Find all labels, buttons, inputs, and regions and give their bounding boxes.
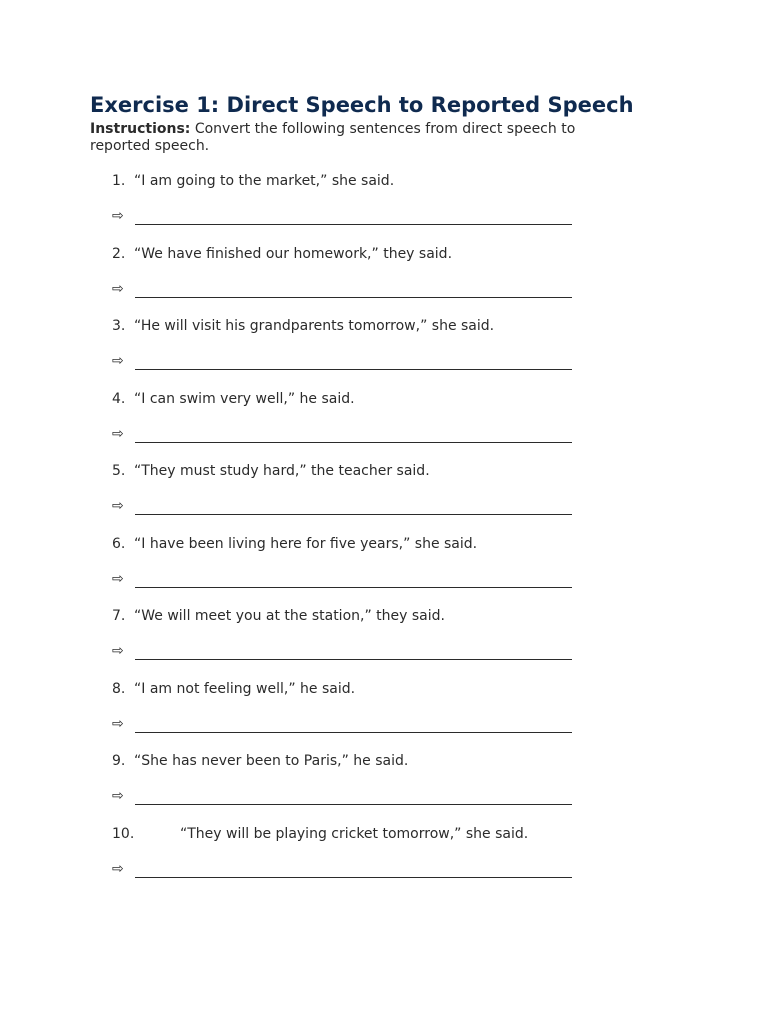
item-number: 6.: [112, 535, 126, 552]
exercise-item: [90, 753, 680, 826]
item-number: 3.: [112, 318, 126, 334]
exercise-item: [90, 536, 680, 609]
exercise-item: [90, 463, 680, 536]
answer-line[interactable]: [135, 587, 572, 588]
item-text: “We will meet you at the station,” they said.: [134, 608, 445, 624]
item-number: 9.: [112, 753, 126, 769]
item-text: “I have been living here for five years,” she said.: [134, 535, 478, 552]
arrow-icon: ⇨: [112, 353, 124, 369]
item-number: 7.: [112, 608, 126, 624]
exercise-question: [112, 826, 528, 843]
answer-row: [112, 643, 573, 663]
exercise-question: [112, 246, 452, 263]
exercise-item: [90, 608, 680, 681]
item-text: “They will be playing cricket tomorrow,” she said.: [180, 825, 529, 842]
answer-row: [112, 353, 573, 373]
item-text: “I am not feeling well,” he said.: [134, 680, 356, 697]
item-text: “He will visit his grandparents tomorrow,” she said.: [134, 318, 495, 334]
exercise-item: [90, 173, 680, 246]
answer-line[interactable]: [135, 877, 572, 878]
item-number: 10.: [112, 825, 135, 842]
arrow-icon: ⇨: [112, 860, 124, 877]
item-text: “I am going to the market,” she said.: [134, 173, 395, 189]
answer-row: [112, 208, 573, 228]
answer-line[interactable]: [135, 514, 572, 515]
answer-row: [112, 788, 573, 808]
exercise-question: [112, 391, 355, 408]
exercise-item: [90, 246, 680, 319]
answer-line[interactable]: [135, 442, 572, 443]
arrow-icon: ⇨: [112, 498, 124, 514]
item-number: 1.: [112, 173, 126, 189]
answer-line[interactable]: [135, 369, 572, 370]
exercise-question: [112, 536, 477, 553]
worksheet: [90, 91, 680, 898]
answer-row: [112, 571, 573, 591]
exercise-list: [90, 173, 680, 898]
answer-row: [112, 281, 573, 301]
exercise-item: [90, 826, 680, 899]
exercise-question: [112, 753, 408, 770]
arrow-icon: ⇨: [112, 208, 124, 224]
arrow-icon: ⇨: [112, 643, 124, 659]
item-text: “They must study hard,” the teacher said.: [134, 463, 430, 479]
item-number: 2.: [112, 245, 126, 262]
instructions: [90, 121, 635, 155]
exercise-question: [112, 318, 494, 335]
exercise-question: [112, 681, 355, 698]
instructions-text: Convert the following sentences from direct speech to reported speech.: [90, 121, 576, 154]
exercise-question: [112, 463, 430, 480]
exercise-question: [112, 608, 445, 625]
answer-line[interactable]: [135, 297, 572, 298]
answer-row: [112, 716, 573, 736]
answer-row: [112, 861, 573, 881]
arrow-icon: ⇨: [112, 280, 124, 297]
answer-line[interactable]: [135, 804, 572, 805]
exercise-item: [90, 681, 680, 754]
item-number: 5.: [112, 463, 126, 479]
item-text: “I can swim very well,” he said.: [134, 390, 355, 407]
page-title: Exercise 1: Direct Speech to Reported Speech: [90, 93, 634, 117]
arrow-icon: ⇨: [112, 788, 124, 804]
arrow-icon: ⇨: [112, 570, 124, 587]
exercise-question: [112, 173, 394, 190]
instructions-label: Instructions:: [90, 121, 191, 137]
answer-line[interactable]: [135, 732, 572, 733]
answer-row: [112, 498, 573, 518]
answer-line[interactable]: [135, 224, 572, 225]
item-text: “We have finished our homework,” they said.: [134, 245, 453, 262]
item-text: “She has never been to Paris,” he said.: [134, 753, 409, 769]
exercise-item: [90, 391, 680, 464]
item-number: 4.: [112, 390, 126, 407]
arrow-icon: ⇨: [112, 715, 124, 732]
answer-line[interactable]: [135, 659, 572, 660]
answer-row: [112, 426, 573, 446]
arrow-icon: ⇨: [112, 425, 124, 442]
item-number: 8.: [112, 680, 126, 697]
exercise-item: [90, 318, 680, 391]
